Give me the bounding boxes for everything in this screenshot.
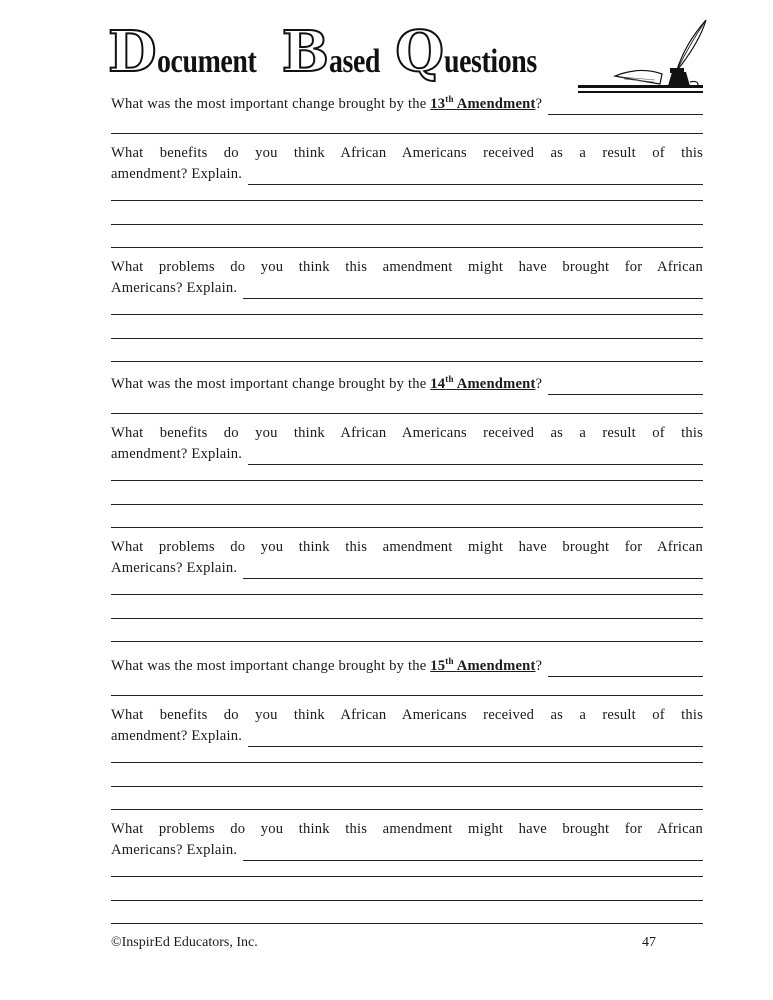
question-line-2 (111, 840, 703, 861)
question-text: Americans? Explain. (111, 280, 238, 296)
question-text (111, 94, 542, 115)
answer-line[interactable] (248, 450, 703, 465)
benefits-question (111, 705, 703, 747)
amendment-label (430, 658, 535, 674)
answer-line[interactable] (111, 480, 703, 481)
answer-line[interactable] (111, 594, 703, 595)
question-text (111, 374, 542, 395)
problems-question (111, 257, 703, 299)
page-title (108, 19, 557, 92)
answer-line[interactable] (111, 413, 703, 414)
answer-line[interactable] (111, 695, 703, 696)
answer-line[interactable] (111, 923, 703, 924)
ordinal-suffix: th (445, 656, 454, 666)
ordinal-suffix: th (445, 94, 454, 104)
question-line-2 (111, 726, 703, 747)
answer-line[interactable] (111, 641, 703, 642)
answer-line[interactable] (111, 314, 703, 315)
answer-line[interactable] (111, 618, 703, 619)
question-line: What benefits do you think African Americans received as a result of this (111, 145, 703, 161)
answer-line[interactable] (243, 846, 703, 861)
question-line: What benefits do you think African Americans received as a result of this (111, 425, 703, 441)
answer-line[interactable] (243, 284, 703, 299)
question-text (111, 656, 542, 677)
question-text: amendment? Explain. (111, 166, 243, 182)
answer-line[interactable] (111, 900, 703, 901)
question-mark: ? (535, 96, 543, 112)
question-line-2 (111, 558, 703, 579)
answer-line[interactable] (111, 247, 703, 248)
answer-line[interactable] (111, 224, 703, 225)
change-question (111, 94, 703, 115)
question-text: amendment? Explain. (111, 728, 243, 744)
question-text: Americans? Explain. (111, 842, 238, 858)
answer-line[interactable] (243, 564, 703, 579)
question-line: What problems do you think this amendment might have brought for African (111, 259, 703, 275)
amendment-word: Amendment (456, 96, 536, 112)
answer-line[interactable] (111, 361, 703, 362)
answer-line[interactable] (548, 100, 703, 115)
answer-line[interactable] (111, 809, 703, 810)
question-text: amendment? Explain. (111, 446, 243, 462)
amendment-number: 13 (430, 96, 446, 112)
change-question (111, 374, 703, 395)
quill-inkwell-icon (600, 14, 710, 94)
benefits-question (111, 423, 703, 465)
amendment-number: 15 (430, 658, 446, 674)
answer-line[interactable] (111, 504, 703, 505)
title-initial: D (108, 19, 157, 85)
question-line-2 (111, 164, 703, 185)
question-line: What benefits do you think African Americans received as a result of this (111, 707, 703, 723)
answer-line[interactable] (111, 200, 703, 201)
copyright: ©InspirEd Educators, Inc. (111, 935, 258, 950)
answer-line[interactable] (111, 527, 703, 528)
benefits-question (111, 143, 703, 185)
answer-line[interactable] (111, 786, 703, 787)
question-mark: ? (535, 376, 543, 392)
answer-line[interactable] (548, 662, 703, 677)
amendment-word: Amendment (456, 376, 536, 392)
title-word: uestions (444, 43, 537, 80)
title-word: ased (329, 43, 381, 80)
change-question (111, 656, 703, 677)
answer-line[interactable] (248, 732, 703, 747)
question-prefix: What was the most important change brought by the (111, 376, 427, 392)
question-line-2 (111, 278, 703, 299)
answer-line[interactable] (111, 762, 703, 763)
page-number: 47 (642, 935, 656, 950)
ordinal-suffix: th (445, 374, 454, 384)
answer-line[interactable] (111, 133, 703, 134)
question-line: What problems do you think this amendment might have brought for African (111, 821, 703, 837)
question-prefix: What was the most important change brought by the (111, 96, 427, 112)
answer-line[interactable] (548, 380, 703, 395)
question-mark: ? (535, 658, 543, 674)
question-line: What problems do you think this amendment might have brought for African (111, 539, 703, 555)
problems-question (111, 537, 703, 579)
problems-question (111, 819, 703, 861)
amendment-word: Amendment (456, 658, 536, 674)
title-initial: B (281, 19, 330, 85)
answer-line[interactable] (111, 338, 703, 339)
answer-line[interactable] (111, 876, 703, 877)
title-word: ocument (156, 43, 256, 80)
amendment-label (430, 96, 535, 112)
question-line-2 (111, 444, 703, 465)
question-text: Americans? Explain. (111, 560, 238, 576)
question-prefix: What was the most important change brought by the (111, 658, 427, 674)
answer-line[interactable] (248, 170, 703, 185)
amendment-number: 14 (430, 376, 446, 392)
amendment-label (430, 376, 535, 392)
title-initial: Q (395, 19, 445, 85)
